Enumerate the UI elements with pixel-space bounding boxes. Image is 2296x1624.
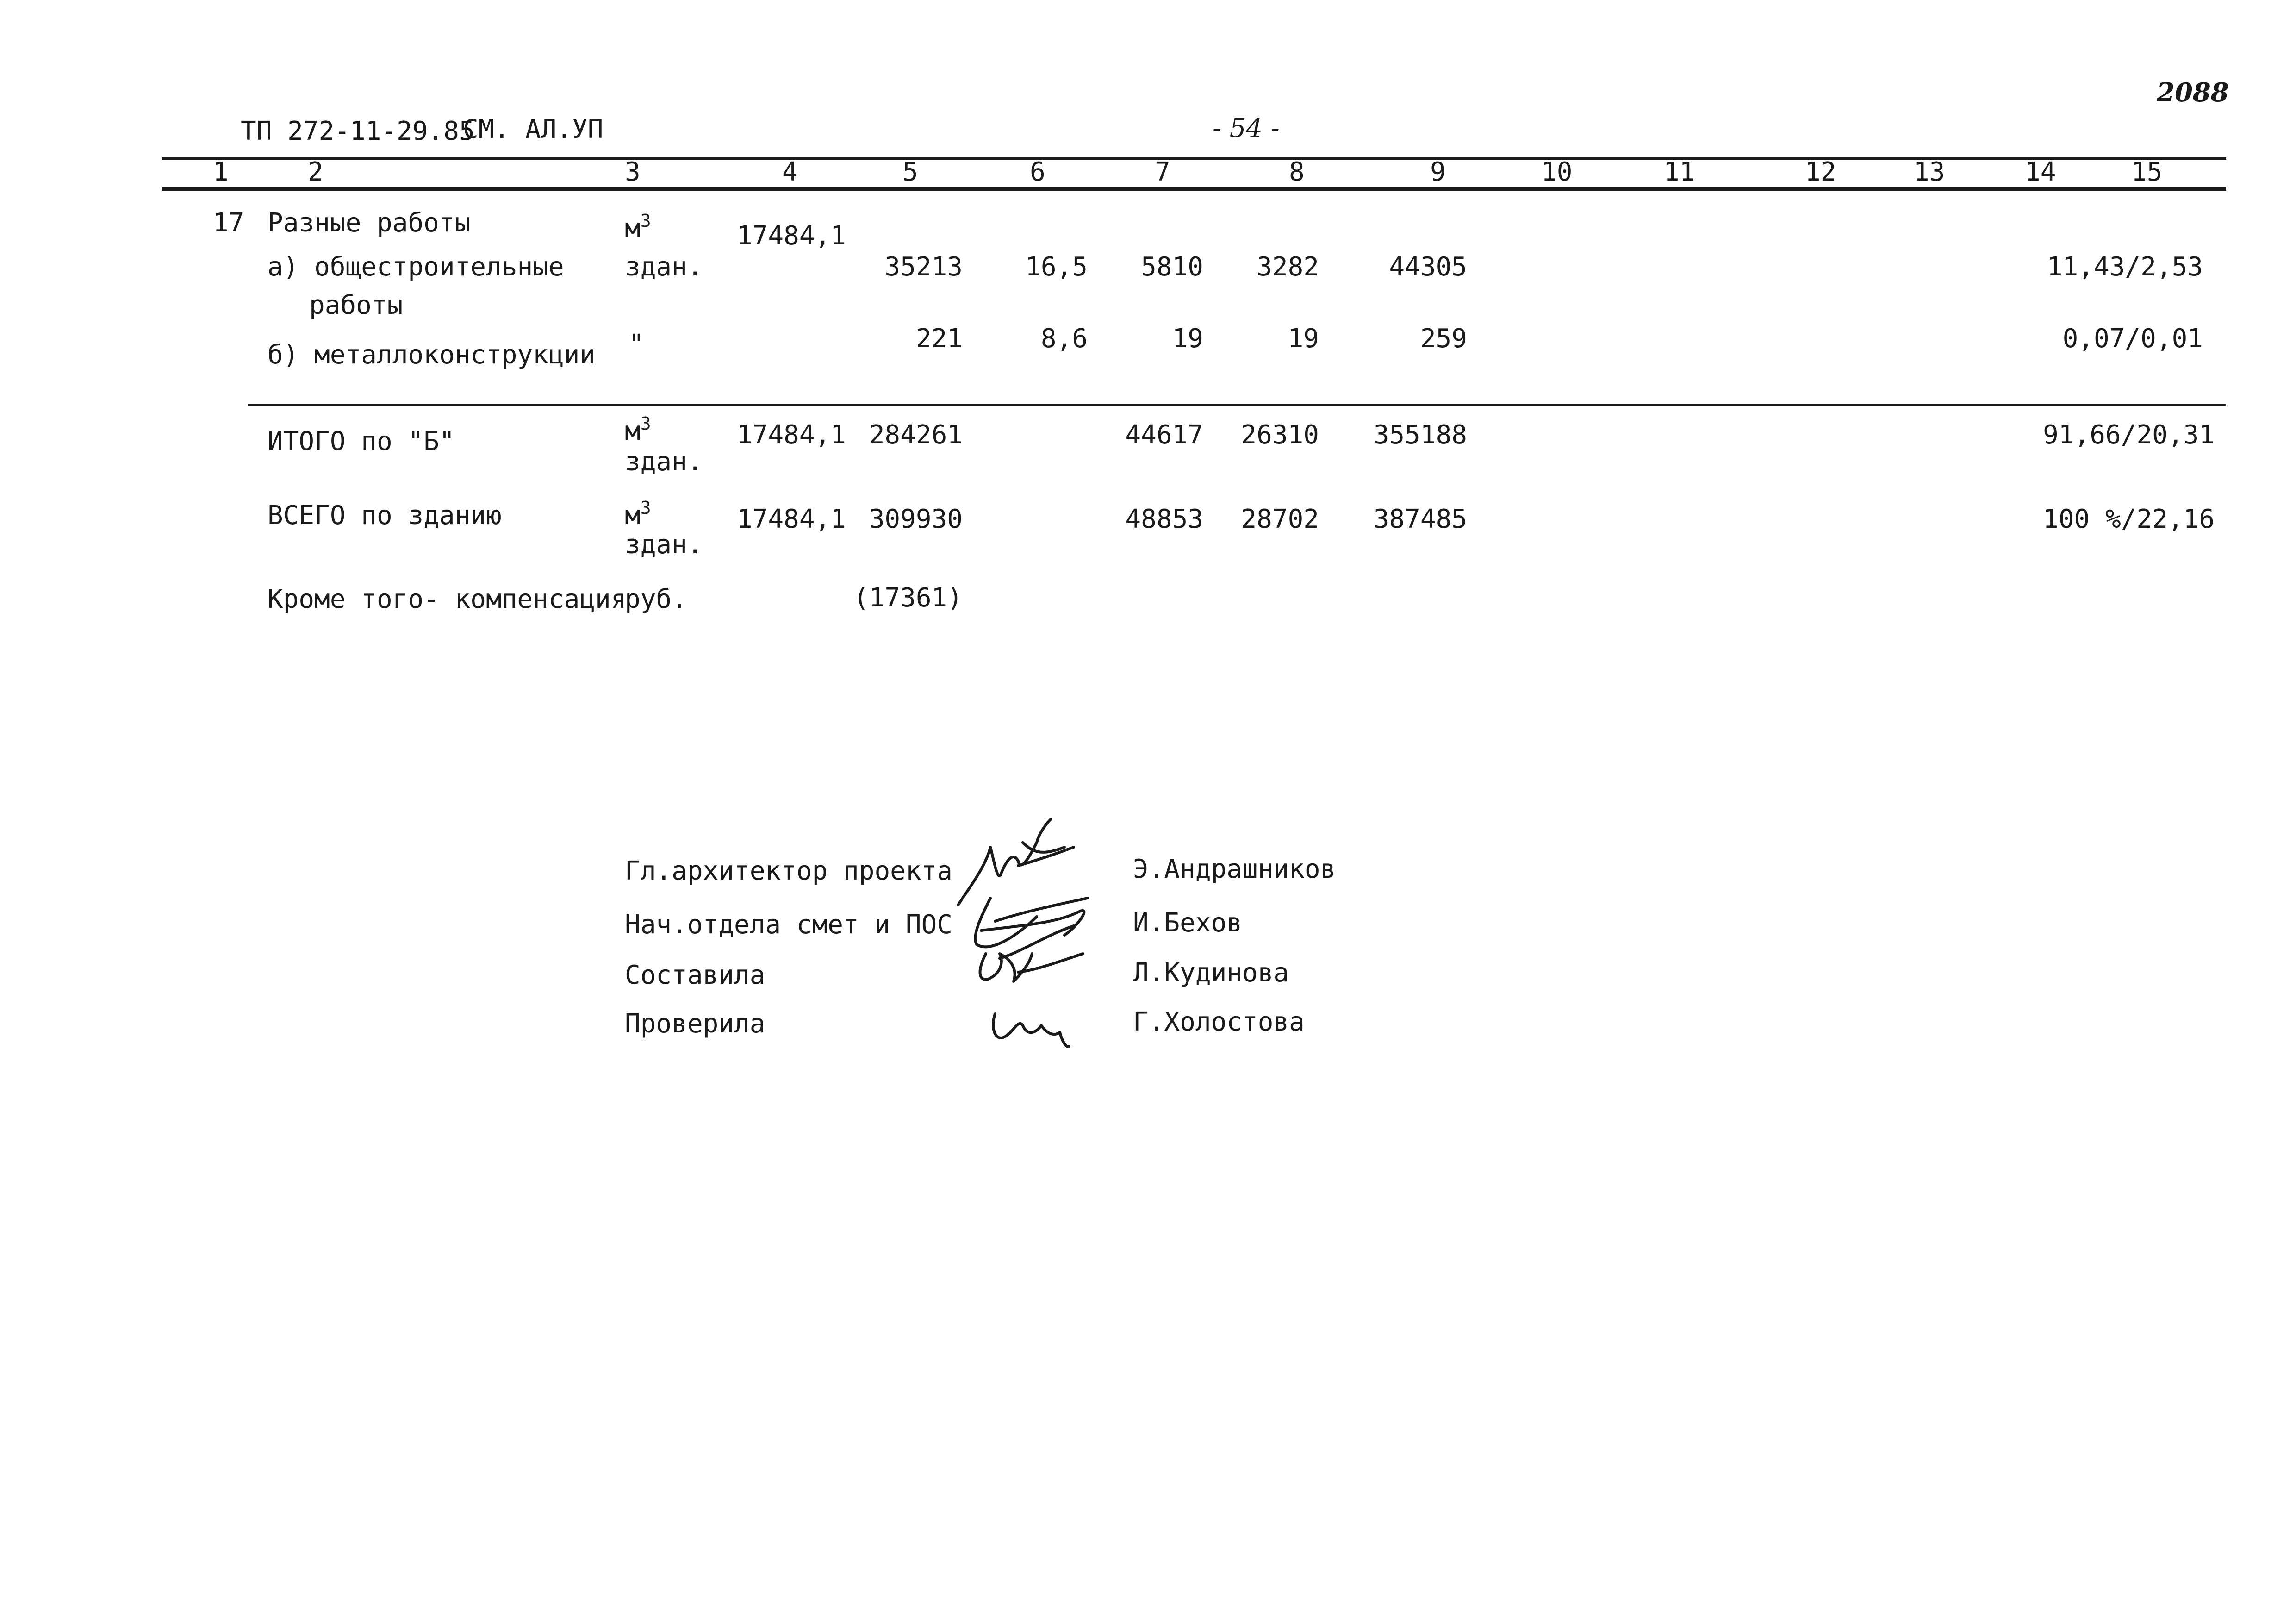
unit-cell-line2: здан.: [625, 447, 703, 477]
handwritten-signatures-image: [879, 815, 1139, 1056]
column-header-rule: [162, 187, 2226, 191]
column-number-9: 9: [1430, 157, 1446, 187]
signature-role: Проверила: [625, 1009, 765, 1039]
unit-cell: здан.: [625, 252, 703, 282]
volume-cell: 17484,1: [737, 420, 846, 450]
column-number-1: 1: [213, 157, 229, 187]
unit-cell: ": [628, 329, 644, 359]
item-name: б) металлоконструкции: [268, 340, 596, 370]
column-number-14: 14: [2025, 157, 2056, 187]
signature-name: Э.Андрашников: [1133, 854, 1336, 884]
column-number-3: 3: [625, 157, 641, 187]
column-number-15: 15: [2131, 157, 2163, 187]
item-name-continuation: работы: [309, 290, 403, 320]
unit-cell-line2: здан.: [625, 530, 703, 560]
column-number-7: 7: [1155, 157, 1170, 187]
cost-cell-col5: (17361): [853, 583, 963, 613]
cost-cell-col9: 259: [1420, 324, 1467, 354]
total-label: ИТОГО по "Б": [268, 426, 455, 456]
page-number: - 54 -: [1213, 113, 1280, 144]
unit-main: м: [625, 500, 641, 531]
unit-superscript: 3: [640, 211, 651, 231]
column-number-8: 8: [1289, 157, 1305, 187]
unit-main: м: [625, 416, 641, 446]
unit-main: м: [625, 213, 641, 244]
signature-name: И.Бехов: [1133, 908, 1243, 938]
ratio-cell-col15: 100 %/22,16: [2043, 504, 2215, 534]
column-number-4: 4: [782, 157, 798, 187]
row-number: 17: [213, 208, 244, 238]
ratio-cell-col15: 11,43/2,53: [2047, 252, 2203, 282]
cost-cell-col7: 48853: [1125, 504, 1203, 534]
volume-cell: 17484,1: [737, 504, 846, 534]
signature-role: Гл.архитектор проекта: [625, 856, 953, 886]
column-number-11: 11: [1664, 157, 1695, 187]
unit-superscript: 3: [640, 413, 651, 434]
cost-cell-col6: 16,5: [1025, 252, 1088, 282]
cost-cell-col7: 5810: [1141, 252, 1203, 282]
document-code: ТП 272-11-29.85: [241, 116, 475, 146]
cost-cell-col6: 8,6: [1040, 324, 1088, 354]
cost-cell-col5: 35213: [884, 252, 963, 282]
column-number-12: 12: [1805, 157, 1836, 187]
cost-cell-col7: 19: [1172, 324, 1203, 354]
column-number-5: 5: [902, 157, 918, 187]
cost-cell-col5: 221: [915, 324, 963, 354]
subtotal-rule: [248, 404, 2226, 406]
grand-total-label: ВСЕГО по зданию: [268, 500, 502, 531]
cost-cell-col8: 26310: [1241, 420, 1319, 450]
column-number-10: 10: [1541, 157, 1573, 187]
unit-cell: [625, 211, 651, 244]
item-name: Разные работы: [268, 208, 471, 238]
compensation-label: Кроме того- компенсация: [268, 584, 627, 614]
cost-cell-col9: 355188: [1373, 420, 1467, 450]
unit-superscript: 3: [640, 498, 651, 518]
cost-cell-col5: 284261: [869, 420, 963, 450]
signature-role: Составила: [625, 960, 765, 990]
cost-cell-col5: 309930: [869, 504, 963, 534]
unit-cell: руб.: [625, 584, 687, 614]
column-number-13: 13: [1914, 157, 1945, 187]
signature-name: Г.Холостова: [1133, 1007, 1305, 1037]
cost-cell-col9: 387485: [1373, 504, 1467, 534]
section-code: СМ. АЛ.УП: [463, 114, 604, 144]
volume-cell: 17484,1: [737, 221, 846, 251]
unit-cell: [625, 413, 651, 446]
ratio-cell-col15: 91,66/20,31: [2043, 420, 2215, 450]
item-name: а) общестроительные: [268, 252, 564, 282]
cost-cell-col7: 44617: [1125, 420, 1203, 450]
column-number-2: 2: [308, 157, 324, 187]
signature-role: Нач.отдела смет и ПОС: [625, 910, 953, 940]
unit-cell: [625, 498, 651, 531]
signature-name: Л.Кудинова: [1133, 958, 1289, 988]
cost-cell-col8: 3282: [1257, 252, 1319, 282]
sheet-number: 2088: [2157, 77, 2229, 108]
column-number-6: 6: [1030, 157, 1045, 187]
cost-cell-col8: 28702: [1241, 504, 1319, 534]
cost-cell-col8: 19: [1288, 324, 1319, 354]
ratio-cell-col15: 0,07/0,01: [2062, 324, 2203, 354]
cost-cell-col9: 44305: [1389, 252, 1467, 282]
